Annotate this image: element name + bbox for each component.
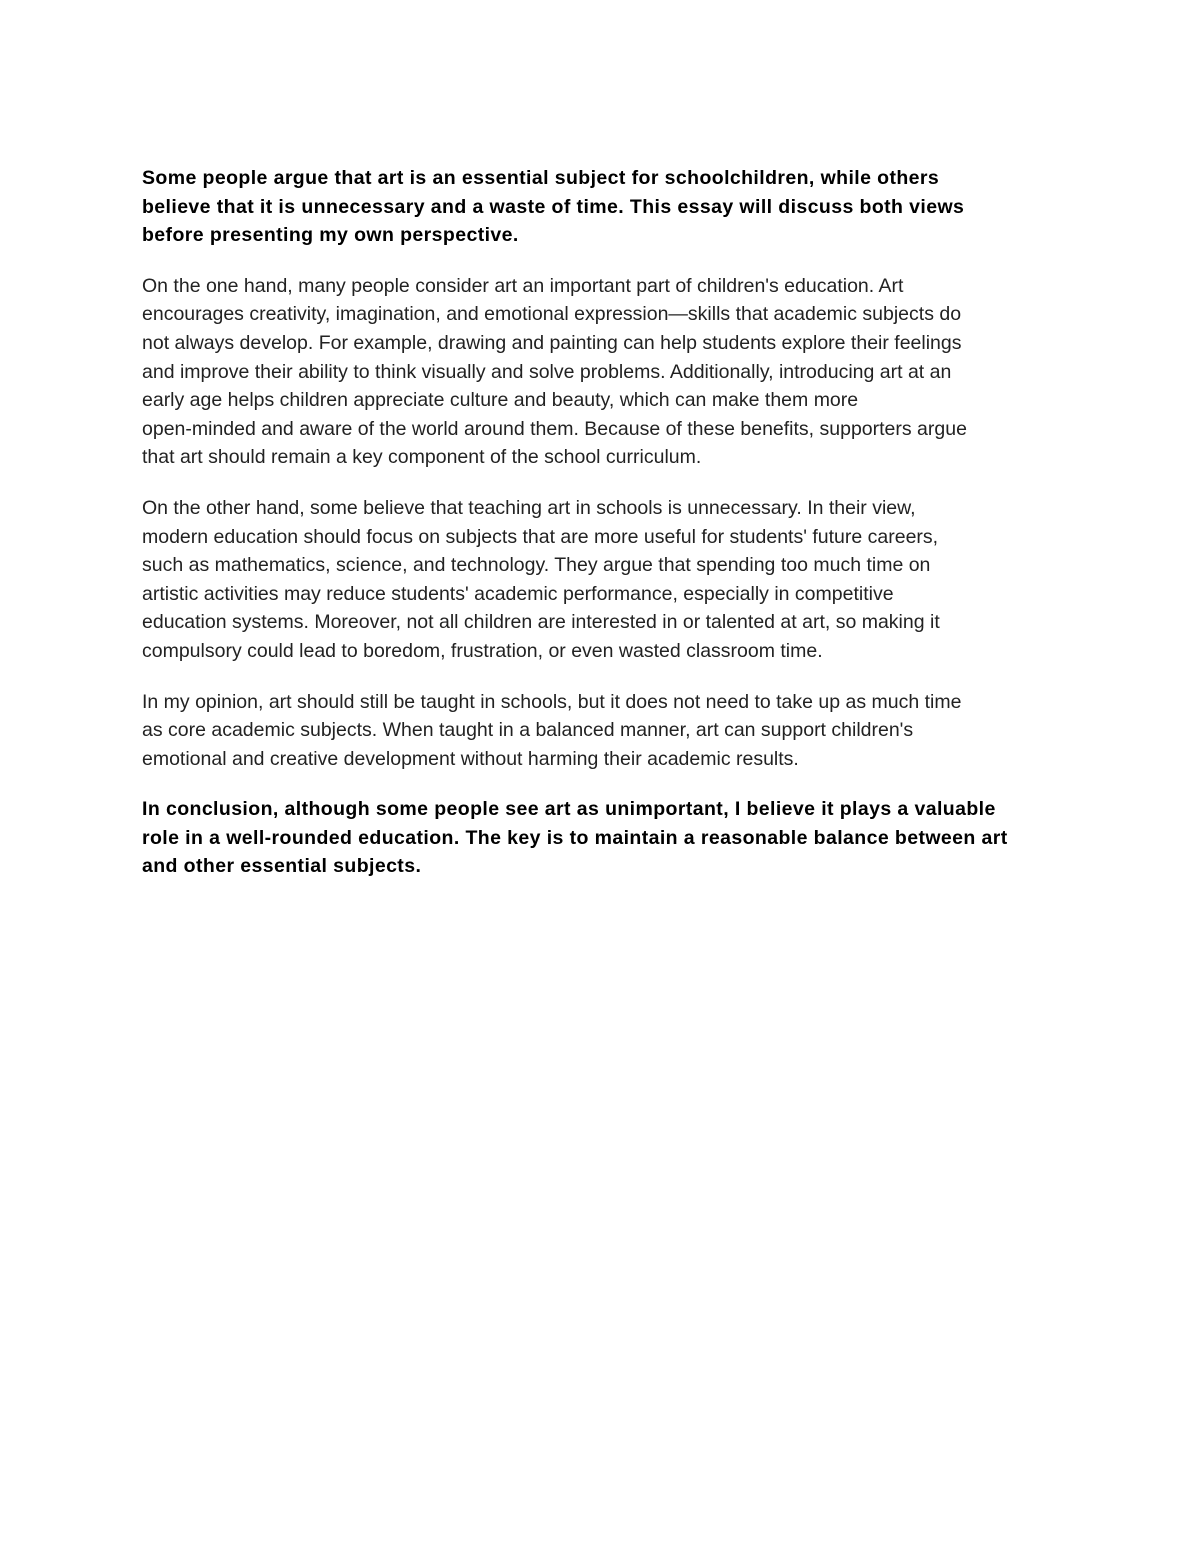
opinion-paragraph: In my opinion, art should still be taught in schools, but it does not need to take up as much time as core academic subjects. When taught in a balanced manner, art can support children's emotional and creative development without harming their academic results. <box>142 690 962 770</box>
conclusion-paragraph: In conclusion, although some people see art as unimportant, I believe it plays a valuable role in a well-rounded education. The key is to maintain a reasonable balance between art and other essential subjects. <box>142 798 1008 878</box>
introduction-paragraph: Some people argue that art is an essential subject for schoolchildren, while others believe that it is unnecessary and a waste of time. This essay will discuss both views before presenting my own perspective. <box>142 167 965 247</box>
supporting-argument-paragraph: On the one hand, many people consider art an important part of children's education. Art encourages creativity, imagination, and emotional expression—skills that academic subjects do not always develop. For example, drawing and painting can help students explore their feelings and improve their ability to think visually and solve problems. Additionally, introducing art at an early age helps children appreciate culture and beauty, which can make them more open-minded and aware of the world around them. Because of these benefits, supporters argue that art should remain a key component of the school curriculum. <box>142 274 967 469</box>
essay-body <box>142 164 1067 903</box>
opposing-argument-paragraph: On the other hand, some believe that teaching art in schools is unnecessary. In their view, modern education should focus on subjects that are more useful for students' future careers, such as mathematics, science, and technology. They argue that spending too much time on artistic activities may reduce students' academic performance, especially in competitive education systems. Moreover, not all children are interested in or talented at art, so making it compulsory could lead to boredom, frustration, or even wasted classroom time. <box>142 496 940 662</box>
